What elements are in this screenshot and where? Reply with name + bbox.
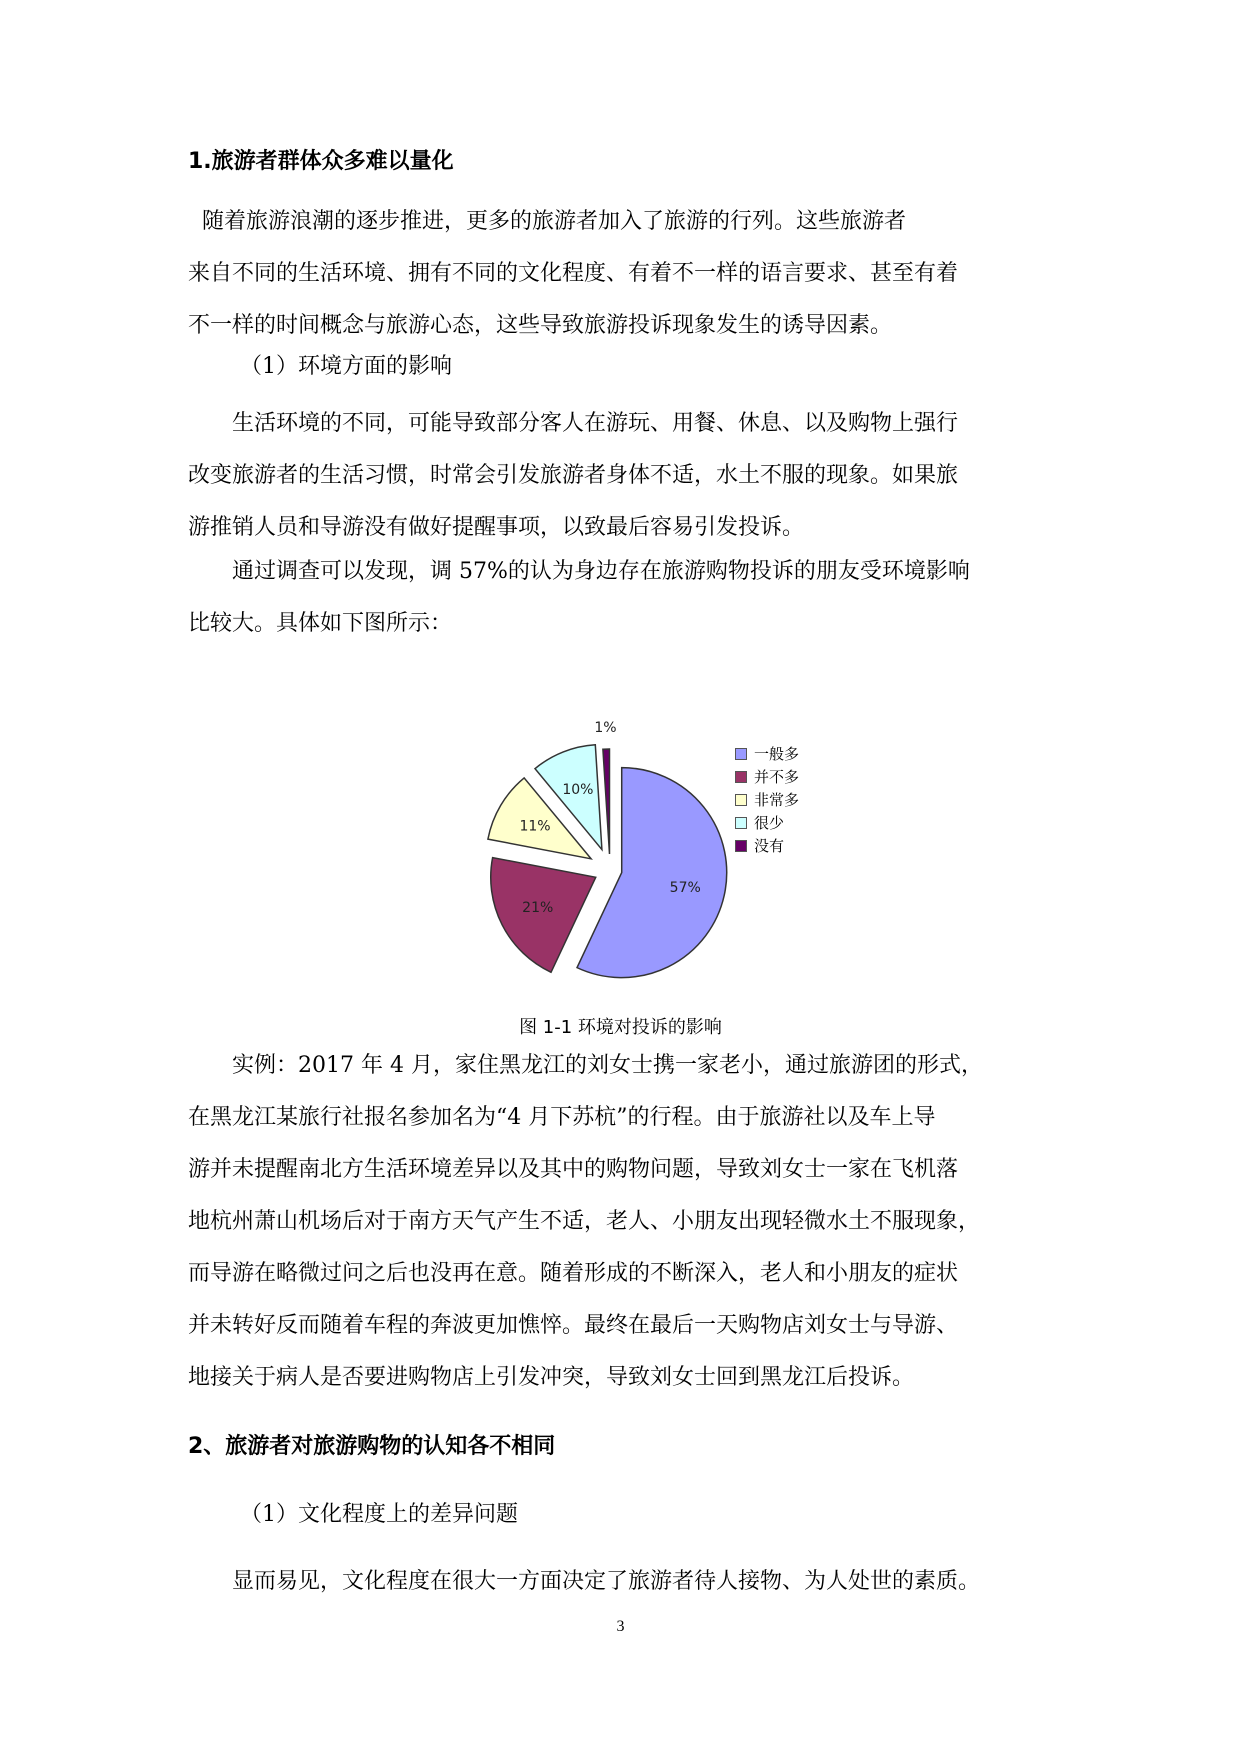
example-line: 地接关于病人是否要进购物店上引发冲突，导致刘女士回到黑龙江后投诉。	[188, 1365, 915, 1390]
legend-swatch	[735, 771, 747, 783]
legend-item	[735, 742, 799, 765]
survey-line: 比较大。具体如下图所示：	[188, 611, 453, 636]
survey-paragraph	[188, 546, 1056, 650]
environment-paragraph	[188, 398, 1056, 554]
pie-data-label-3: 11%	[519, 818, 551, 835]
chart-legend	[735, 742, 799, 857]
example-line: 实例：2017 年 4 月，家住黑龙江的刘女士携一家老小，通过旅游团的形式，	[232, 1053, 983, 1078]
example-line: 地杭州萧山机场后对于南方天气产生不适，老人、小朋友出现轻微水土不服现象，	[188, 1209, 981, 1234]
section2-heading: 2、旅游者对旅游购物的认知各不相同	[188, 1434, 556, 1459]
example-line: 而导游在略微过问之后也没再在意。随着形成的不断深入，老人和小朋友的症状	[188, 1261, 959, 1286]
env-line: 游推销人员和导游没有做好提醒事项，以致最后容易引发投诉。	[188, 515, 805, 540]
pie-slice-5	[603, 749, 610, 854]
legend-item	[735, 765, 799, 788]
culture-line: 显而易见，文化程度在很大一方面决定了旅游者待人接物、为人处世的素质。	[232, 1569, 981, 1594]
pie-data-label-5: 1%	[594, 720, 617, 737]
intro-line: 随着旅游浪潮的逐步推进，更多的旅游者加入了旅游的行列。这些旅游者	[188, 209, 906, 234]
example-line: 在黑龙江某旅行社报名参加名为“4 月下苏杭”的行程。由于旅游社以及车上导	[188, 1105, 936, 1130]
pie-data-label-2: 21%	[522, 899, 554, 916]
env-line: 生活环境的不同，可能导致部分客人在游玩、用餐、休息、以及购物上强行	[232, 411, 959, 436]
legend-item	[735, 788, 799, 811]
legend-label: 一般多	[754, 745, 800, 763]
example-line: 并未转好反而随着车程的奔波更加憔悴。最终在最后一天购物店刘女士与导游、	[188, 1313, 959, 1338]
intro-paragraph	[188, 196, 1056, 352]
culture-paragraph	[188, 1556, 1056, 1608]
section1-heading: 1.旅游者群体众多难以量化	[188, 149, 454, 174]
legend-item	[735, 811, 799, 834]
legend-swatch	[735, 840, 747, 852]
pie-data-label-4: 10%	[562, 782, 594, 799]
legend-label: 很少	[754, 814, 785, 832]
survey-line: 通过调查可以发现，调 57%的认为身边存在旅游购物投诉的朋友受环境影响	[232, 559, 970, 584]
legend-label: 没有	[754, 837, 785, 855]
legend-swatch	[735, 817, 747, 829]
subheading-culture: （1）文化程度上的差异问题	[240, 1502, 518, 1527]
legend-item	[735, 834, 799, 857]
example-line: 游并未提醒南北方生活环境差异以及其中的购物问题，导致刘女士一家在飞机落	[188, 1157, 959, 1182]
example-paragraph	[188, 1040, 1056, 1404]
legend-label: 并不多	[754, 768, 800, 786]
figure-caption: 图 1-1 环境对投诉的影响	[519, 1017, 722, 1038]
pie-data-label-1: 57%	[669, 879, 701, 896]
env-line: 改变旅游者的生活习惯，时常会引发旅游者身体不适，水土不服的现象。如果旅	[188, 463, 959, 488]
page-number: 3	[616, 1618, 625, 1635]
legend-swatch	[735, 794, 747, 806]
intro-line: 不一样的时间概念与旅游心态，这些导致旅游投诉现象发生的诱导因素。	[188, 313, 893, 338]
legend-label: 非常多	[754, 791, 800, 809]
subheading-environment: （1）环境方面的影响	[240, 354, 452, 379]
intro-line: 来自不同的生活环境、拥有不同的文化程度、有着不一样的语言要求、甚至有着	[188, 261, 959, 286]
legend-swatch	[735, 748, 747, 760]
